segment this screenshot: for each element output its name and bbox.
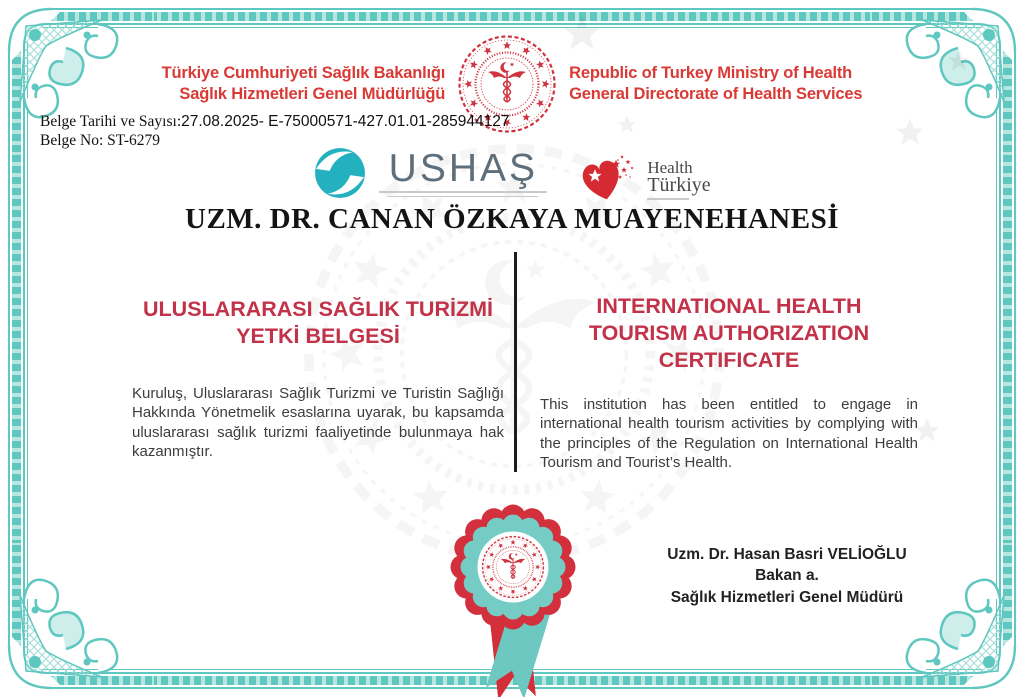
ushas-wordmark: USHAŞ [388,146,539,190]
border-corner-ornament [2,543,154,695]
turkish-body-text: Kuruluş, Uluslararası Sağlık Turizmi ve Turistin Sağlığı Hakkında Yönetmelik esaslarına uyarak, bu kapsamda uluslararası sağlık turizmi faaliyetinde bulunmaya hak kazanmıştır. [132,385,504,460]
english-heading [540,293,918,374]
english-heading-line2: TOURISM AUTHORIZATION [588,321,870,346]
rosette-ribbon-seal [448,503,580,697]
document-no-value: ST-6279 [107,132,160,150]
turkish-heading-line1: ULUSLARARASI SAĞLIK TURİZMİ [143,297,493,321]
document-date-row [40,112,510,131]
turkish-heading [132,296,504,350]
ministry-tr-line2: Sağlık Hizmetleri Genel Müdürlüğü [179,85,446,103]
signature-block [637,544,937,608]
turkiye-word: Türkiye [647,174,711,197]
turkish-heading-line2: YETKİ BELGESİ [236,324,400,349]
english-heading-line3: CERTIFICATE [658,348,800,373]
ministry-en-line1: Republic of Turkey Ministry of Health [569,63,853,82]
signatory-role: Sağlık Hizmetleri Genel Müdürü [670,588,904,606]
ushas-swirl-icon [313,146,367,200]
logos-row [0,146,1024,206]
document-no-row [40,131,510,150]
health-turkiye-logo [577,154,710,206]
ministry-name-english [569,63,862,105]
english-heading-line1: INTERNATIONAL HEALTH [596,294,862,318]
document-date-label: Belge Tarihi ve Sayısı: [40,113,182,130]
turkish-column [132,296,504,461]
ushas-fineprint-line [388,196,538,198]
signatory-on-behalf: Bakan a. [755,567,819,585]
rosette-badge-icon [449,503,577,631]
ushas-logo [313,146,547,200]
signatory-name: Uzm. Dr. Hasan Basri VELİOĞLU [667,546,907,563]
certificate-holder-title: UZM. DR. CANAN ÖZKAYA MUAYENEHANESİ [185,203,839,235]
english-body-text: This institution has been entitled to engage in international health tourism activities by complying with the principles of the Regulation on International Health Tourism and Tourist’s Health. [540,396,918,471]
document-info [40,112,510,151]
health-fineprint-line [647,198,689,200]
ushas-wordmark-block [379,146,547,198]
ministry-en-line2: General Directorate of Health Services [569,85,863,103]
document-date-value: 27.08.2025- E-75000571-427.01.01-285944127 [181,113,510,130]
ministry-tr-line1: Türkiye Cumhuriyeti Sağlık Bakanlığı [161,63,446,82]
ushas-fineprint-line [379,191,547,193]
health-word: Health [647,158,693,178]
ministry-name-turkish [162,63,445,105]
english-column [540,293,918,472]
border-edge-top [150,8,874,28]
health-turkiye-wordmark [647,160,710,200]
health-turkiye-heart-icon [577,154,643,206]
document-no-label: Belge No: [40,132,104,150]
column-divider [514,252,517,472]
